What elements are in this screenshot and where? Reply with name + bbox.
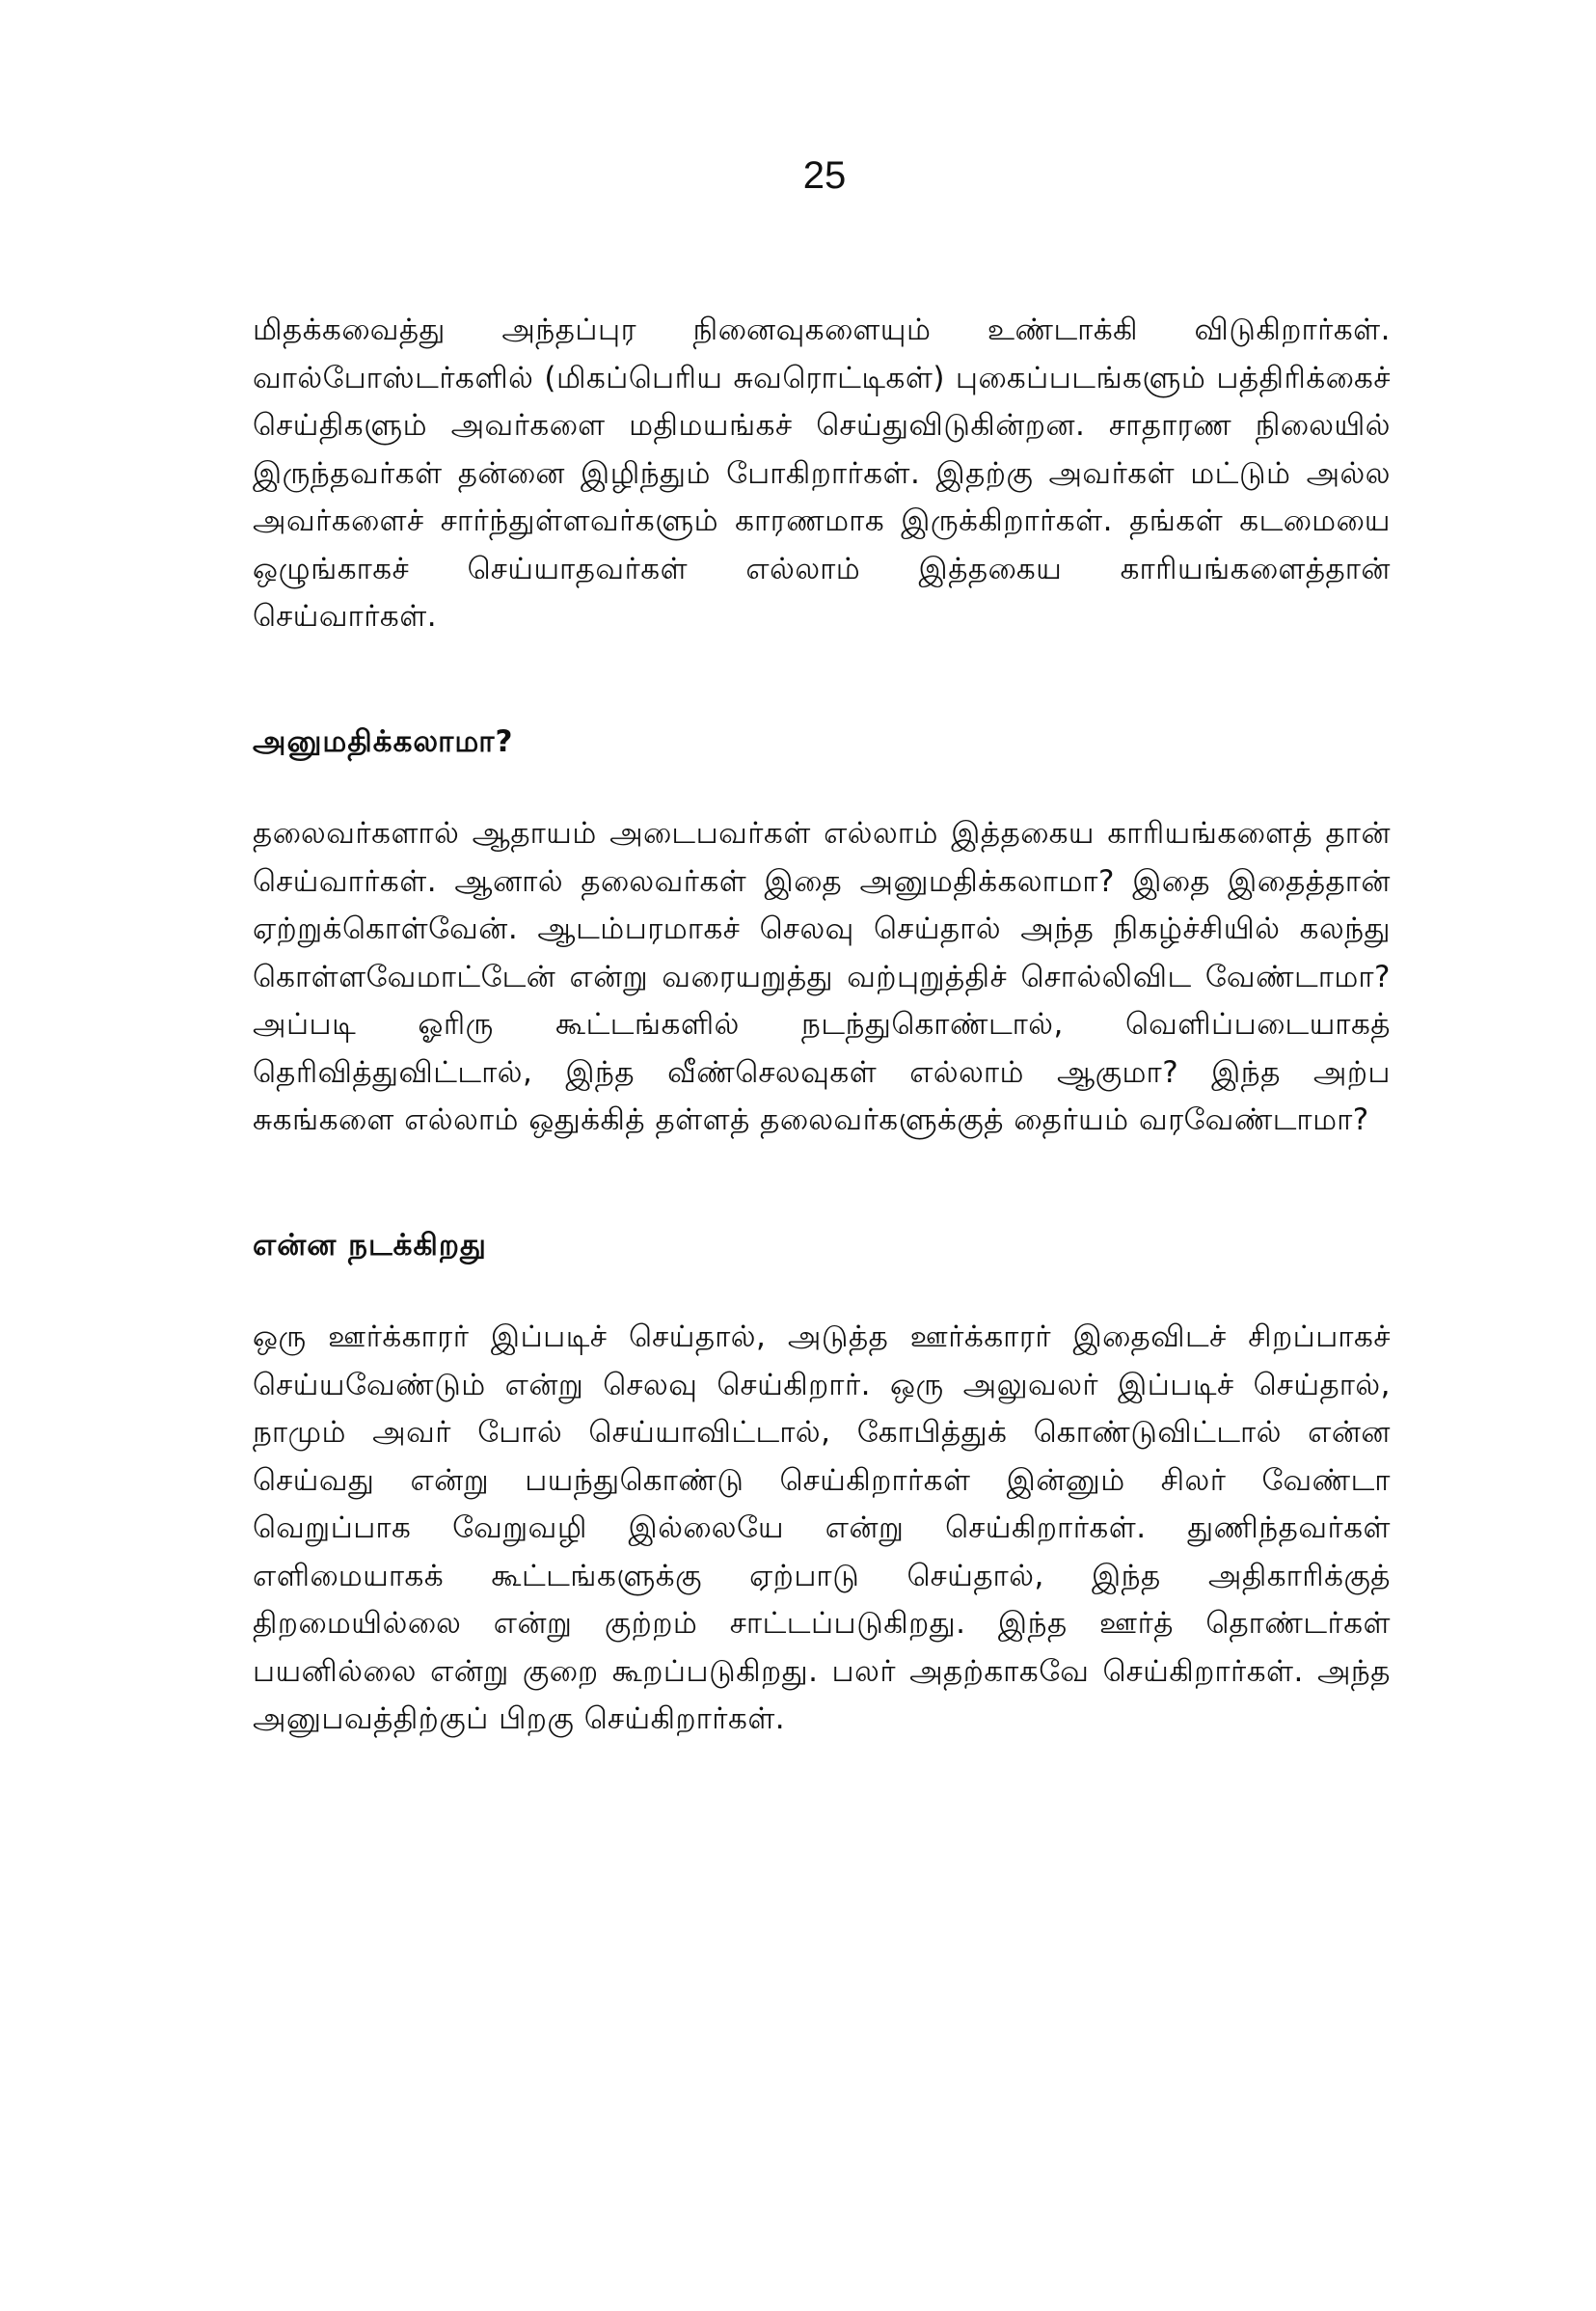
section-heading-anumathikkalama: அனுமதிக்கலாமா?: [253, 723, 514, 759]
section-paragraph-enna-nadakkirathu: ஒரு ஊர்க்காரர் இப்படிச் செய்தால், அடுத்த ஊர்க்காரர் இதைவிடச் சிறப்பாகச் செய்யவேண்டும் என்று செலவு செய்கிறார். ஒரு அலுவலர் இப்படிச் செய்தால், நாமும் அவர் போல் செய்யாவிட்டால், கோபித்துக் கொண்டுவிட்டால் என்ன செய்வது என்று பயந்துகொண்டு செய்கிறார்கள் இன்னும் சிலர் வேண்டா வெறுப்பாக வேறுவழி இல்லையே என்று செய்கிறார்கள். துணிந்தவர்கள் எளிமையாகக் கூட்டங்களுக்கு ஏற்பாடு செய்தால், இந்த அதிகாரிக்குத் திறமையில்லை என்று குற்றம் சாட்டப்படுகிறது. இந்த ஊர்த் தொண்டர்கள் பயனில்லை என்று குறை கூறப்படுகிறது. பலர் அதற்காகவே செய்கிறார்கள். அந்த அனுபவத்திற்குப் பிறகு செய்கிறார்கள்.: [253, 1319, 1391, 1736]
spacer: [253, 1269, 1391, 1314]
page-number: 25: [802, 154, 847, 197]
spacer: [253, 766, 1391, 810]
spacer: [253, 1145, 1391, 1222]
section-paragraph-anumathikkalama: தலைவர்களால் ஆதாயம் அடைபவர்கள் எல்லாம் இத்தகைய காரியங்களைத் தான் செய்வார்கள். ஆனால் தலைவர்கள் இதை அனுமதிக்கலாமா? இதை இதைத்தான் ஏற்றுக்கொள்வேன். ஆடம்பரமாகச் செலவு செய்தால் அந்த நிகழ்ச்சியில் கலந்து கொள்ளவேமாட்டேன் என்று வரையறுத்து வற்புறுத்திச் சொல்லிவிட வேண்டாமா? அப்படி ஓரிரு கூட்டங்களில் நடந்துகொண்டால், வெளிப்படையாகத் தெரிவித்துவிட்டால், இந்த வீண்செலவுகள் எல்லாம் ஆகுமா? இந்த அற்ப சுகங்களை எல்லாம் ஒதுக்கித் தள்ளத் தலைவர்களுக்குத் தைர்யம் வரவேண்டாமா?: [253, 816, 1391, 1137]
page-body: [253, 307, 1391, 1744]
spacer: [253, 641, 1391, 719]
section-heading-enna-nadakkirathu: என்ன நடக்கிறது: [253, 1227, 487, 1263]
paragraph-continued: மிதக்கவைத்து அந்தப்புர நினைவுகளையும் உண்டாக்கி விடுகிறார்கள். வால்போஸ்டர்களில் (மிகப்பெரிய சுவரொட்டிகள்) புகைப்படங்களும் பத்திரிக்கைச் செய்திகளும் அவர்களை மதிமயங்கச் செய்துவிடுகின்றன. சாதாரண நிலையில் இருந்தவர்கள் தன்னை இழிந்தும் போகிறார்கள். இதற்கு அவர்கள் மட்டும் அல்ல அவர்களைச் சார்ந்துள்ளவர்களும் காரணமாக இருக்கிறார்கள். தங்கள் கடமையை ஒழுங்காகச் செய்யாதவர்கள் எல்லாம் இத்தகைய காரியங்களைத்தான் செய்வார்கள்.: [253, 313, 1391, 634]
